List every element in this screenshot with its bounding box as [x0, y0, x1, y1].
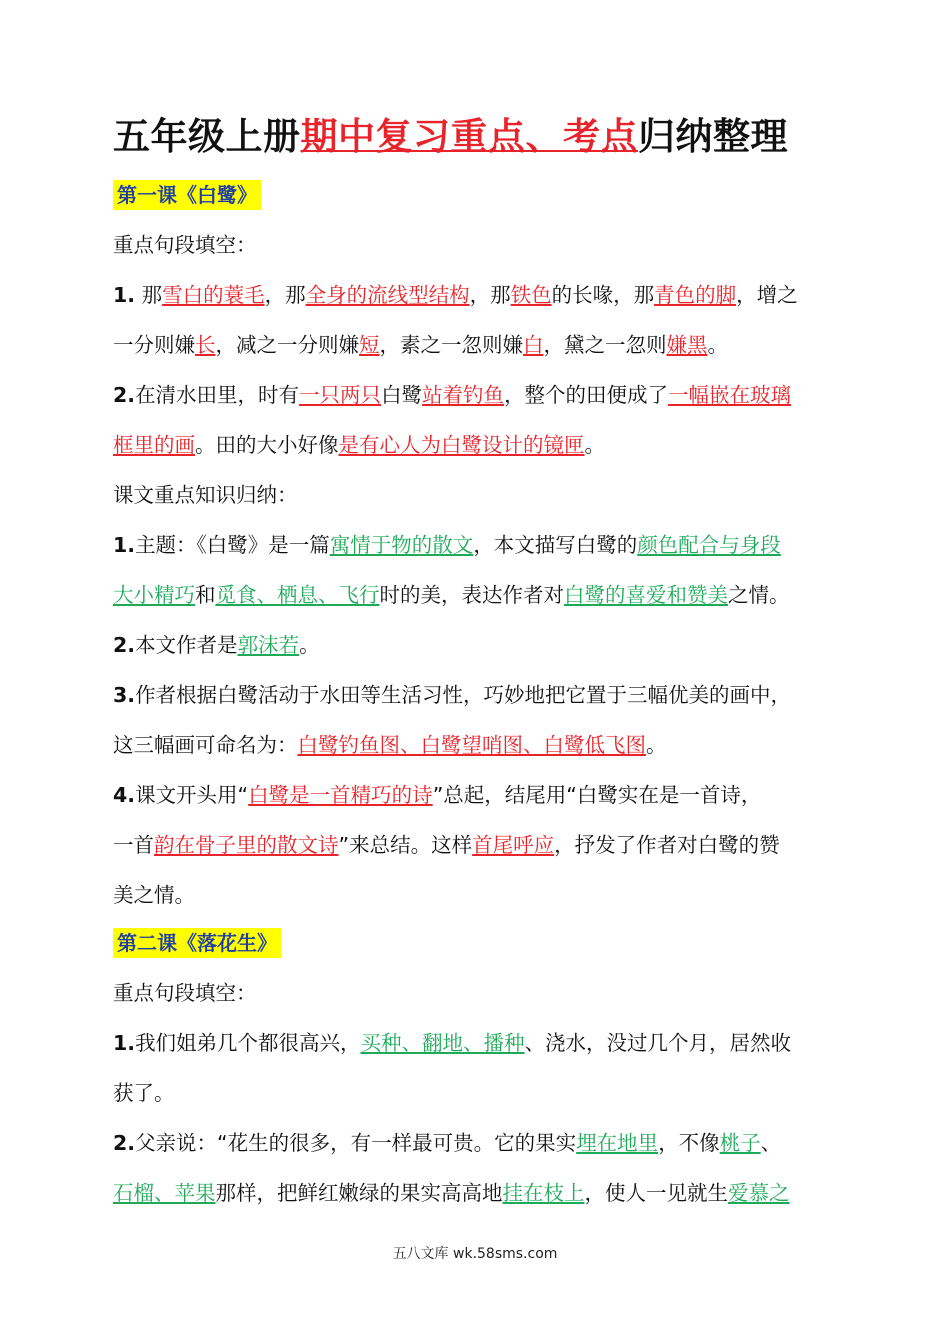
paragraph-line: 石榴、苹果那样，把鲜红嫩绿的果实高高地挂在枝上，使人一见就生爱慕之	[113, 1181, 790, 1205]
paragraph-line: 2.本文作者是郭沫若。	[113, 633, 320, 657]
paragraph-line: 3.作者根据白鹭活动于水田等生活习性，巧妙地把它置于三幅优美的画中，	[113, 683, 792, 707]
paragraph-line: 大小精巧和觅食、栖息、飞行时的美，表达作者对白鹭的喜爱和赞美之情。	[113, 583, 790, 607]
paragraph-line: 2.在清水田里，时有一只两只白鹭站着钓鱼，整个的田便成了一幅嵌在玻璃	[113, 383, 792, 407]
lesson1-section-fill: 重点句段填空：	[113, 233, 257, 257]
paragraph-line: 1.主题：《白鹭》是一篇寓情于物的散文，本文描写白鹭的颜色配合与身段	[113, 533, 781, 557]
paragraph-line: 框里的画。田的大小好像是有心人为白鹭设计的镜匣。	[113, 433, 605, 457]
lesson1-section-summary: 课文重点知识归纳：	[113, 483, 298, 507]
paragraph-line: 1. 那雪白的蓑毛，那全身的流线型结构，那铁色的长喙，那青色的脚，增之	[113, 283, 798, 307]
lesson1-heading: 第一课《白鹭》	[113, 180, 261, 210]
lesson2-heading: 第二课《落花生》	[113, 928, 281, 958]
page-footer: 五八文库 wk.58sms.com	[392, 1246, 558, 1262]
paragraph-line: 2.父亲说：“花生的很多，有一样最可贵。它的果实埋在地里，不像桃子、	[113, 1131, 782, 1155]
paragraph-line: 这三幅画可命名为：白鹭钓鱼图、白鹭望哨图、白鹭低飞图。	[113, 733, 667, 757]
paragraph-line: 4.课文开头用“白鹭是一首精巧的诗”总起，结尾用“白鹭实在是一首诗，	[113, 783, 762, 807]
paragraph-line: 一分则嫌长，减之一分则嫌短，素之一忽则嫌白，黛之一忽则嫌黑。	[113, 333, 728, 357]
paragraph-line: 1.我们姐弟几个都很高兴，买种、翻地、播种、浇水，没过几个月，居然收	[113, 1031, 792, 1055]
paragraph-line: 美之情。	[113, 883, 195, 907]
page-title: 五年级上册期中复习重点、考点归纳整理	[113, 115, 788, 158]
lesson2-section-fill: 重点句段填空：	[113, 981, 257, 1005]
paragraph-line: 获了。	[113, 1081, 175, 1105]
paragraph-line: 一首韵在骨子里的散文诗”来总结。这样首尾呼应，抒发了作者对白鹭的赞	[113, 833, 780, 857]
